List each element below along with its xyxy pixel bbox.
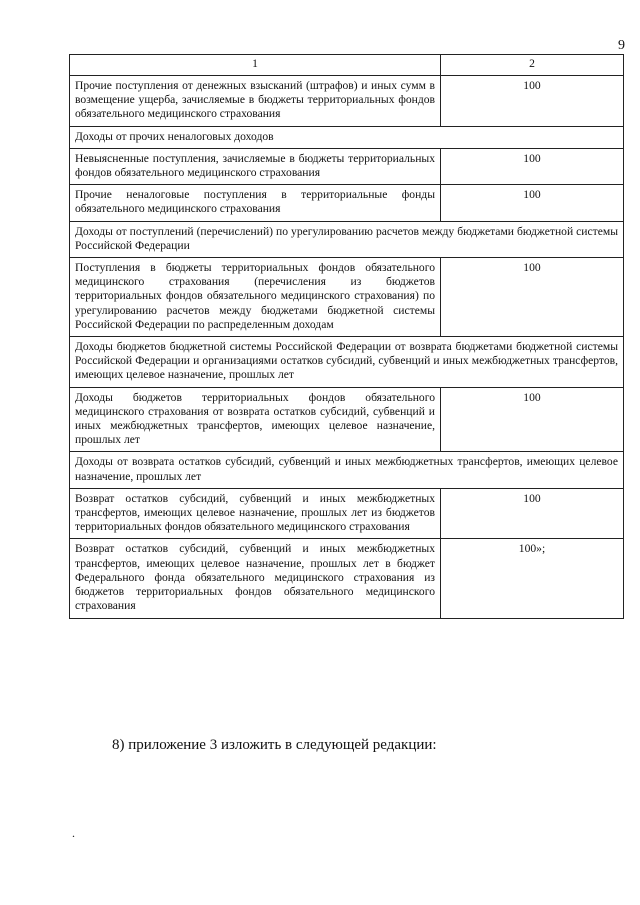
norm-value-cell: 100»; [441,539,624,618]
table-row [70,258,624,337]
table-section-row [70,221,624,257]
table-body [70,55,624,619]
section-heading: Доходы бюджетов бюджетной системы Российской Федерации от возврата бюджетами бюджетной системы Российской Федерации и организациями остатков субсидий, субвенций и иных межбюджетных трансфертов, имеющих целевое назначение, прошлых лет [70,337,624,388]
norm-value-cell: 100 [441,185,624,221]
section-heading: Доходы от возврата остатков субсидий, субвенций и иных межбюджетных трансфертов, имеющих целевое назначение, прошлых лет [70,452,624,488]
revenue-name-cell: Поступления в бюджеты территориальных фондов обязательного медицинского страхования (перечисления из бюджетов территориальных фондов обязательного медицинского страхования) по урегулированию расчетов между бюджетами бюджетной системы Российской Федерации по распределенным доходам [70,258,441,337]
table-section-row [70,337,624,388]
revenue-name-cell: Доходы бюджетов территориальных фондов обязательного медицинского страхования от возврата остатков субсидий, субвенций и иных межбюджетных трансфертов, имеющих целевое назначение, прошлых лет [70,387,441,452]
footer-mark: . [72,826,75,840]
table-section-row [70,452,624,488]
table-row [70,488,624,539]
section-heading: Доходы от прочих неналоговых доходов [70,126,624,148]
amendment-instruction: 8) приложение 3 изложить в следующей редакции: [112,737,437,753]
revenue-name-cell: Возврат остатков субсидий, субвенций и иных межбюджетных трансфертов, имеющих целевое назначение, прошлых лет в бюджет Федерального фонда обязательного медицинского страхования из бюджетов территориальных фондов обязательного медицинского страхования [70,539,441,618]
table-header-row [70,55,624,76]
page-number: 9 [618,38,625,53]
header-column-2: 2 [441,55,624,76]
norm-value-cell: 100 [441,387,624,452]
norm-value-cell: 100 [441,148,624,184]
table-row [70,76,624,127]
table-row [70,185,624,221]
table-row [70,387,624,452]
norm-value-cell: 100 [441,258,624,337]
revenue-name-cell: Возврат остатков субсидий, субвенций и иных межбюджетных трансфертов, имеющих целевое назначение, прошлых лет из бюджетов территориальных фондов обязательного медицинского страхования [70,488,441,539]
revenue-name-cell: Невыясненные поступления, зачисляемые в бюджеты территориальных фондов обязательного медицинского страхования [70,148,441,184]
table-section-row [70,126,624,148]
norm-value-cell: 100 [441,76,624,127]
table-row [70,148,624,184]
revenue-name-cell: Прочие поступления от денежных взысканий (штрафов) и иных сумм в возмещение ущерба, зачисляемые в бюджеты территориальных фондов обязательного медицинского страхования [70,76,441,127]
norm-value-cell: 100 [441,488,624,539]
revenue-norms-table [69,54,624,619]
revenue-name-cell: Прочие неналоговые поступления в территориальные фонды обязательного медицинского страхования [70,185,441,221]
table-row [70,539,624,618]
section-heading: Доходы от поступлений (перечислений) по урегулированию расчетов между бюджетами бюджетной системы Российской Федерации [70,221,624,257]
header-column-1: 1 [70,55,441,76]
